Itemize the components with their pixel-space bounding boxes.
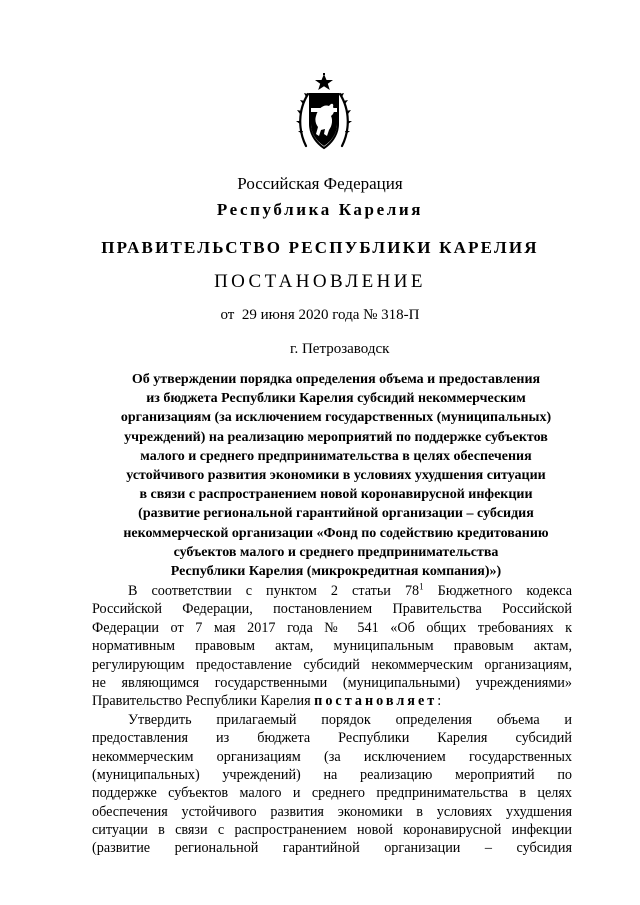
title-line: субъектов малого и среднего предпринимательства	[173, 544, 499, 560]
government-name: ПРАВИТЕЛЬСТВО РЕСПУБЛИКИ КАРЕЛИЯ	[101, 238, 539, 257]
paragraph-line: обеспечения устойчивого развития экономики в условиях ухудшения	[92, 803, 572, 820]
paragraph-line	[92, 582, 572, 600]
paragraph-line: Федерации от 7 мая 2017 года № 541 «Об общих требованиях к	[92, 619, 572, 636]
paragraph-line: (муниципальных) учреждений) на реализацию мероприятий по	[92, 766, 572, 783]
document-type: ПОСТАНОВЛЕНИЕ	[214, 271, 426, 292]
resolution-word: постановляет	[314, 693, 438, 710]
karelia-coat-of-arms-icon	[296, 72, 352, 156]
title-line: некоммерческой организации «Фонд по содействию кредитованию	[123, 525, 549, 541]
paragraph-text: Правительство Республики Карелия	[92, 693, 315, 710]
paragraph-line: поддержке субъектов малого и среднего предпринимательства в целях	[92, 785, 572, 802]
city-name: г. Петрозаводск	[290, 341, 390, 357]
paragraph-text: :	[437, 693, 442, 710]
title-line: Об утверждении порядка определения объема и предоставления	[131, 372, 541, 387]
document-title	[98, 370, 574, 581]
paragraph-line: Российской Федерации, постановлением Правительства Российской	[92, 601, 572, 618]
republic-name: Республика Карелия	[216, 200, 424, 219]
paragraph-text: В соответствии с пунктом 2 статьи 78	[128, 583, 420, 599]
paragraph-line: Утвердить прилагаемый порядок определения объема и	[128, 711, 572, 728]
paragraph-line: регулирующим предоставление субсидий некоммерческим организациям,	[92, 656, 572, 673]
paragraph-line: нормативным правовым актам, муниципальным правовым актам,	[92, 638, 572, 655]
country-name: Российская Федерация	[237, 174, 403, 193]
title-line: из бюджета Республики Карелия субсидий некоммерческим	[146, 391, 526, 407]
paragraph-line: ситуации в связи с распространением новой коронавирусной инфекции	[92, 822, 572, 839]
title-line: устойчивого развития экономики в условиях ухудшения ситуации	[126, 468, 546, 484]
title-line: Республики Карелия (микрокредитная компания)»)	[170, 564, 502, 580]
paragraph-line: (развитие региональной гарантийной организации – субсидия	[92, 840, 572, 857]
paragraph-line: не являющимся государственными (муниципальными) учреждениями»	[92, 674, 572, 691]
title-line: (развитие региональной гарантийной организации – субсидия	[138, 506, 534, 522]
title-line: малого и среднего предпринимательства в целях обеспечения	[140, 448, 532, 464]
document-date-number: от 29 июня 2020 года № 318-П	[220, 307, 420, 323]
title-line: учреждений) на реализацию мероприятий по поддержке субъектов	[124, 429, 548, 445]
paragraph-text: Бюджетного кодекса	[423, 583, 573, 599]
document-body	[92, 582, 572, 858]
title-line: в связи с распространением новой коронавирусной инфекции	[139, 487, 533, 503]
paragraph-line: некоммерческим организациям (за исключением государственных	[92, 748, 572, 765]
paragraph-line	[92, 692, 572, 710]
title-line: организациям (за исключением государственных (муниципальных)	[120, 410, 552, 426]
paragraph-line: предоставления из бюджета Республики Карелия субсидий	[92, 730, 572, 747]
footnote-superscript: 1	[419, 581, 424, 592]
